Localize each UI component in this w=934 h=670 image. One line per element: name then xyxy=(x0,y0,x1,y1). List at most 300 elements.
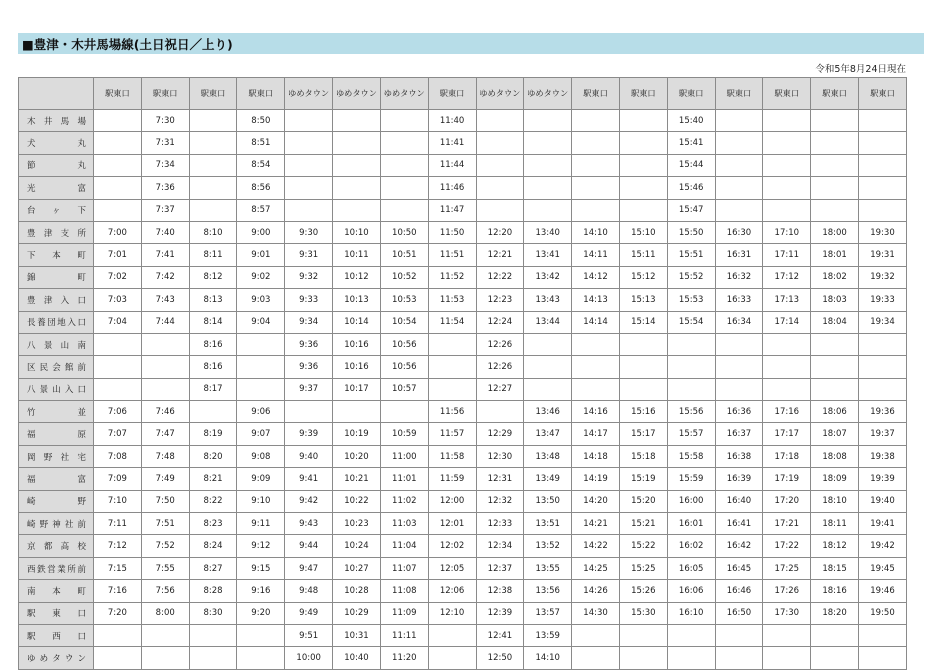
time-cell xyxy=(619,110,667,132)
time-cell: 11:59 xyxy=(428,468,476,490)
time-cell: 10:22 xyxy=(333,490,381,512)
time-cell: 17:20 xyxy=(763,490,811,512)
time-cell: 18:02 xyxy=(811,266,859,288)
table-row xyxy=(19,244,907,266)
time-cell: 12:50 xyxy=(476,647,524,669)
stop-name: 錦町 xyxy=(19,266,94,288)
time-cell: 18:04 xyxy=(811,311,859,333)
time-cell: 19:34 xyxy=(859,311,907,333)
time-cell: 17:13 xyxy=(763,289,811,311)
time-cell xyxy=(763,356,811,378)
time-cell: 8:51 xyxy=(237,132,285,154)
time-cell: 19:33 xyxy=(859,289,907,311)
time-cell: 11:44 xyxy=(428,154,476,176)
time-cell: 17:14 xyxy=(763,311,811,333)
time-cell: 7:46 xyxy=(141,401,189,423)
stop-name: 節丸 xyxy=(19,154,94,176)
time-cell xyxy=(619,624,667,646)
time-cell: 8:16 xyxy=(189,333,237,355)
time-cell: 8:14 xyxy=(189,311,237,333)
time-cell: 13:47 xyxy=(524,423,572,445)
time-cell: 7:30 xyxy=(141,110,189,132)
time-cell: 18:12 xyxy=(811,535,859,557)
time-cell xyxy=(476,177,524,199)
time-cell: 13:56 xyxy=(524,580,572,602)
header-corner-cell xyxy=(19,78,94,110)
time-cell xyxy=(285,110,333,132)
table-row xyxy=(19,468,907,490)
time-cell: 12:01 xyxy=(428,513,476,535)
time-cell xyxy=(189,647,237,669)
time-cell xyxy=(189,401,237,423)
time-cell: 9:04 xyxy=(237,311,285,333)
time-cell xyxy=(237,333,285,355)
header-destination: 駅東口 xyxy=(428,78,476,110)
time-cell: 15:59 xyxy=(667,468,715,490)
time-cell: 15:41 xyxy=(667,132,715,154)
time-cell: 8:21 xyxy=(189,468,237,490)
time-cell: 11:56 xyxy=(428,401,476,423)
time-cell: 16:10 xyxy=(667,602,715,624)
time-cell: 14:22 xyxy=(572,535,620,557)
time-cell: 11:50 xyxy=(428,221,476,243)
time-cell: 19:38 xyxy=(859,445,907,467)
time-cell: 10:59 xyxy=(380,423,428,445)
time-cell: 9:37 xyxy=(285,378,333,400)
time-cell xyxy=(763,132,811,154)
time-cell xyxy=(380,199,428,221)
time-cell: 15:18 xyxy=(619,445,667,467)
time-cell xyxy=(141,624,189,646)
time-cell: 10:52 xyxy=(380,266,428,288)
time-cell: 9:15 xyxy=(237,557,285,579)
time-cell: 10:11 xyxy=(333,244,381,266)
time-cell: 18:10 xyxy=(811,490,859,512)
time-cell: 11:00 xyxy=(380,445,428,467)
time-cell xyxy=(333,401,381,423)
time-cell: 12:24 xyxy=(476,311,524,333)
time-cell: 11:57 xyxy=(428,423,476,445)
time-cell xyxy=(572,154,620,176)
time-cell: 9:44 xyxy=(285,535,333,557)
time-cell: 15:46 xyxy=(667,177,715,199)
time-cell xyxy=(380,132,428,154)
time-cell xyxy=(763,378,811,400)
time-cell: 16:36 xyxy=(715,401,763,423)
time-cell: 7:16 xyxy=(94,580,142,602)
stop-name: 台ヶ下 xyxy=(19,199,94,221)
time-cell: 18:07 xyxy=(811,423,859,445)
time-cell: 12:41 xyxy=(476,624,524,646)
time-cell xyxy=(94,132,142,154)
time-cell: 8:00 xyxy=(141,602,189,624)
table-row xyxy=(19,445,907,467)
time-cell: 10:19 xyxy=(333,423,381,445)
time-cell xyxy=(859,110,907,132)
stop-name: 豊津支所 xyxy=(19,221,94,243)
time-cell: 11:51 xyxy=(428,244,476,266)
time-cell: 17:12 xyxy=(763,266,811,288)
time-cell xyxy=(524,132,572,154)
time-cell xyxy=(285,154,333,176)
time-cell: 8:22 xyxy=(189,490,237,512)
time-cell: 7:03 xyxy=(94,289,142,311)
time-cell: 10:17 xyxy=(333,378,381,400)
time-cell: 12:26 xyxy=(476,356,524,378)
time-cell: 8:54 xyxy=(237,154,285,176)
time-cell xyxy=(715,624,763,646)
header-destination: ゆめタウン xyxy=(285,78,333,110)
time-cell: 9:43 xyxy=(285,513,333,535)
time-cell xyxy=(428,647,476,669)
time-cell: 16:50 xyxy=(715,602,763,624)
time-cell xyxy=(333,110,381,132)
time-cell: 10:54 xyxy=(380,311,428,333)
time-cell: 7:44 xyxy=(141,311,189,333)
stop-name: 光富 xyxy=(19,177,94,199)
time-cell xyxy=(572,110,620,132)
time-cell: 8:23 xyxy=(189,513,237,535)
time-cell xyxy=(763,647,811,669)
stop-name: 木井馬場 xyxy=(19,110,94,132)
time-cell xyxy=(189,199,237,221)
stop-name: 崎野神社前 xyxy=(19,513,94,535)
time-cell: 11:53 xyxy=(428,289,476,311)
time-cell: 8:56 xyxy=(237,177,285,199)
header-destination: 駅東口 xyxy=(237,78,285,110)
time-cell: 19:45 xyxy=(859,557,907,579)
time-cell xyxy=(619,356,667,378)
time-cell xyxy=(380,401,428,423)
table-row xyxy=(19,624,907,646)
time-cell: 17:22 xyxy=(763,535,811,557)
table-row xyxy=(19,513,907,535)
time-cell xyxy=(476,110,524,132)
time-cell xyxy=(476,154,524,176)
time-cell: 7:12 xyxy=(94,535,142,557)
time-cell: 10:10 xyxy=(333,221,381,243)
time-cell: 19:30 xyxy=(859,221,907,243)
time-cell: 14:21 xyxy=(572,513,620,535)
time-cell: 11:04 xyxy=(380,535,428,557)
time-cell: 19:50 xyxy=(859,602,907,624)
time-cell: 7:07 xyxy=(94,423,142,445)
time-cell xyxy=(572,199,620,221)
time-cell: 8:13 xyxy=(189,289,237,311)
time-cell: 18:16 xyxy=(811,580,859,602)
time-cell: 7:00 xyxy=(94,221,142,243)
time-cell: 14:12 xyxy=(572,266,620,288)
time-cell: 15:25 xyxy=(619,557,667,579)
time-cell: 12:21 xyxy=(476,244,524,266)
time-cell: 9:48 xyxy=(285,580,333,602)
time-cell xyxy=(141,378,189,400)
time-cell xyxy=(572,356,620,378)
time-cell: 14:20 xyxy=(572,490,620,512)
time-cell: 7:37 xyxy=(141,199,189,221)
time-cell: 9:36 xyxy=(285,333,333,355)
title-bar xyxy=(18,33,924,54)
time-cell xyxy=(859,132,907,154)
table-row xyxy=(19,535,907,557)
time-cell: 8:10 xyxy=(189,221,237,243)
time-cell: 17:16 xyxy=(763,401,811,423)
time-cell: 17:19 xyxy=(763,468,811,490)
time-cell xyxy=(333,177,381,199)
time-cell: 13:59 xyxy=(524,624,572,646)
time-cell: 15:13 xyxy=(619,289,667,311)
time-cell: 16:30 xyxy=(715,221,763,243)
time-cell: 10:13 xyxy=(333,289,381,311)
time-cell: 7:42 xyxy=(141,266,189,288)
time-cell: 14:10 xyxy=(524,647,572,669)
time-cell: 12:06 xyxy=(428,580,476,602)
time-cell: 11:09 xyxy=(380,602,428,624)
table-row xyxy=(19,154,907,176)
time-cell: 12:20 xyxy=(476,221,524,243)
time-cell: 10:31 xyxy=(333,624,381,646)
time-cell xyxy=(428,378,476,400)
time-cell xyxy=(94,624,142,646)
timetable-body xyxy=(19,110,907,670)
time-cell: 9:10 xyxy=(237,490,285,512)
time-cell: 7:49 xyxy=(141,468,189,490)
time-cell xyxy=(524,110,572,132)
time-cell: 15:17 xyxy=(619,423,667,445)
header-destination: 駅東口 xyxy=(572,78,620,110)
time-cell: 9:09 xyxy=(237,468,285,490)
stop-name: 京都高校 xyxy=(19,535,94,557)
time-cell: 12:02 xyxy=(428,535,476,557)
time-cell xyxy=(619,154,667,176)
time-cell: 9:42 xyxy=(285,490,333,512)
time-cell: 15:22 xyxy=(619,535,667,557)
time-cell: 17:18 xyxy=(763,445,811,467)
time-cell: 16:37 xyxy=(715,423,763,445)
time-cell xyxy=(524,177,572,199)
time-cell xyxy=(476,199,524,221)
time-cell: 12:22 xyxy=(476,266,524,288)
time-cell: 18:01 xyxy=(811,244,859,266)
time-cell: 7:51 xyxy=(141,513,189,535)
table-row xyxy=(19,132,907,154)
time-cell: 19:42 xyxy=(859,535,907,557)
time-cell: 14:11 xyxy=(572,244,620,266)
stop-name: 八景山南 xyxy=(19,333,94,355)
time-cell: 14:18 xyxy=(572,445,620,467)
time-cell: 16:31 xyxy=(715,244,763,266)
time-cell xyxy=(380,177,428,199)
time-cell xyxy=(285,199,333,221)
time-cell: 16:46 xyxy=(715,580,763,602)
time-cell: 7:04 xyxy=(94,311,142,333)
time-cell xyxy=(189,177,237,199)
time-cell xyxy=(141,647,189,669)
time-cell: 13:52 xyxy=(524,535,572,557)
time-cell: 8:11 xyxy=(189,244,237,266)
time-cell xyxy=(476,132,524,154)
header-destination: 駅東口 xyxy=(189,78,237,110)
table-row xyxy=(19,199,907,221)
stop-name: 豊津入口 xyxy=(19,289,94,311)
time-cell xyxy=(763,199,811,221)
stop-name: 長養団地入口 xyxy=(19,311,94,333)
time-cell xyxy=(811,154,859,176)
time-cell xyxy=(333,154,381,176)
time-cell xyxy=(859,199,907,221)
table-row xyxy=(19,401,907,423)
time-cell xyxy=(715,356,763,378)
time-cell xyxy=(94,154,142,176)
time-cell xyxy=(667,378,715,400)
time-cell: 12:30 xyxy=(476,445,524,467)
stop-name: 下本町 xyxy=(19,244,94,266)
time-cell: 16:01 xyxy=(667,513,715,535)
time-cell xyxy=(859,154,907,176)
time-cell: 15:14 xyxy=(619,311,667,333)
time-cell: 10:28 xyxy=(333,580,381,602)
time-cell xyxy=(811,132,859,154)
time-cell: 12:31 xyxy=(476,468,524,490)
stop-name: 犬丸 xyxy=(19,132,94,154)
time-cell: 11:40 xyxy=(428,110,476,132)
time-cell: 16:39 xyxy=(715,468,763,490)
stop-name: ゆめタウン xyxy=(19,647,94,669)
time-cell xyxy=(715,333,763,355)
time-cell: 9:49 xyxy=(285,602,333,624)
time-cell: 13:49 xyxy=(524,468,572,490)
time-cell: 7:11 xyxy=(94,513,142,535)
time-cell: 9:34 xyxy=(285,311,333,333)
time-cell xyxy=(667,647,715,669)
time-cell xyxy=(715,132,763,154)
time-cell: 12:00 xyxy=(428,490,476,512)
time-cell: 15:21 xyxy=(619,513,667,535)
time-cell: 9:41 xyxy=(285,468,333,490)
time-cell: 12:33 xyxy=(476,513,524,535)
time-cell: 10:20 xyxy=(333,445,381,467)
time-cell: 10:00 xyxy=(285,647,333,669)
time-cell xyxy=(428,624,476,646)
time-cell: 17:26 xyxy=(763,580,811,602)
time-cell: 19:39 xyxy=(859,468,907,490)
time-cell: 7:02 xyxy=(94,266,142,288)
time-cell: 15:20 xyxy=(619,490,667,512)
time-cell: 8:17 xyxy=(189,378,237,400)
table-row xyxy=(19,557,907,579)
header-destination: ゆめタウン xyxy=(380,78,428,110)
time-cell xyxy=(94,356,142,378)
time-cell: 11:01 xyxy=(380,468,428,490)
time-cell xyxy=(763,154,811,176)
time-cell xyxy=(524,154,572,176)
time-cell xyxy=(859,356,907,378)
time-cell: 7:01 xyxy=(94,244,142,266)
time-cell xyxy=(94,199,142,221)
time-cell: 11:58 xyxy=(428,445,476,467)
time-cell xyxy=(667,333,715,355)
time-cell xyxy=(189,154,237,176)
time-cell xyxy=(572,333,620,355)
time-cell: 8:28 xyxy=(189,580,237,602)
time-cell: 12:39 xyxy=(476,602,524,624)
time-cell xyxy=(572,378,620,400)
time-cell: 9:33 xyxy=(285,289,333,311)
time-cell: 11:20 xyxy=(380,647,428,669)
time-cell xyxy=(715,199,763,221)
time-cell: 19:37 xyxy=(859,423,907,445)
time-cell: 9:01 xyxy=(237,244,285,266)
time-cell xyxy=(333,199,381,221)
time-cell: 7:40 xyxy=(141,221,189,243)
time-cell xyxy=(811,177,859,199)
time-cell xyxy=(380,110,428,132)
time-cell: 10:16 xyxy=(333,333,381,355)
stop-name: 岡野社宅 xyxy=(19,445,94,467)
time-cell xyxy=(572,624,620,646)
time-cell: 10:53 xyxy=(380,289,428,311)
stop-name: 福富 xyxy=(19,468,94,490)
time-cell: 8:16 xyxy=(189,356,237,378)
time-cell: 16:00 xyxy=(667,490,715,512)
header-destination: 駅東口 xyxy=(763,78,811,110)
time-cell xyxy=(619,333,667,355)
time-cell xyxy=(763,333,811,355)
page-title: ■豊津・木井馬場線(土日祝日／上り) xyxy=(22,37,233,52)
time-cell xyxy=(811,356,859,378)
time-cell: 15:10 xyxy=(619,221,667,243)
time-cell xyxy=(763,177,811,199)
time-cell xyxy=(237,378,285,400)
time-cell: 18:03 xyxy=(811,289,859,311)
time-cell: 12:37 xyxy=(476,557,524,579)
time-cell: 8:24 xyxy=(189,535,237,557)
time-cell: 9:08 xyxy=(237,445,285,467)
time-cell: 17:11 xyxy=(763,244,811,266)
time-cell xyxy=(572,647,620,669)
time-cell: 7:15 xyxy=(94,557,142,579)
table-row xyxy=(19,110,907,132)
time-cell xyxy=(572,132,620,154)
time-cell: 10:14 xyxy=(333,311,381,333)
time-cell: 16:33 xyxy=(715,289,763,311)
time-cell: 7:41 xyxy=(141,244,189,266)
table-row xyxy=(19,266,907,288)
time-cell: 8:12 xyxy=(189,266,237,288)
time-cell: 11:11 xyxy=(380,624,428,646)
stop-name: 区民会館前 xyxy=(19,356,94,378)
time-cell: 10:21 xyxy=(333,468,381,490)
time-cell: 12:38 xyxy=(476,580,524,602)
time-cell xyxy=(715,154,763,176)
time-cell: 10:50 xyxy=(380,221,428,243)
time-cell xyxy=(763,110,811,132)
time-cell: 8:27 xyxy=(189,557,237,579)
time-cell: 14:13 xyxy=(572,289,620,311)
time-cell: 16:40 xyxy=(715,490,763,512)
table-row xyxy=(19,311,907,333)
time-cell: 14:26 xyxy=(572,580,620,602)
time-cell: 9:47 xyxy=(285,557,333,579)
time-cell xyxy=(189,110,237,132)
time-cell: 18:09 xyxy=(811,468,859,490)
stop-name: 駅西口 xyxy=(19,624,94,646)
time-cell: 12:32 xyxy=(476,490,524,512)
time-cell xyxy=(859,177,907,199)
time-cell xyxy=(619,199,667,221)
time-cell: 13:41 xyxy=(524,244,572,266)
time-cell: 11:52 xyxy=(428,266,476,288)
